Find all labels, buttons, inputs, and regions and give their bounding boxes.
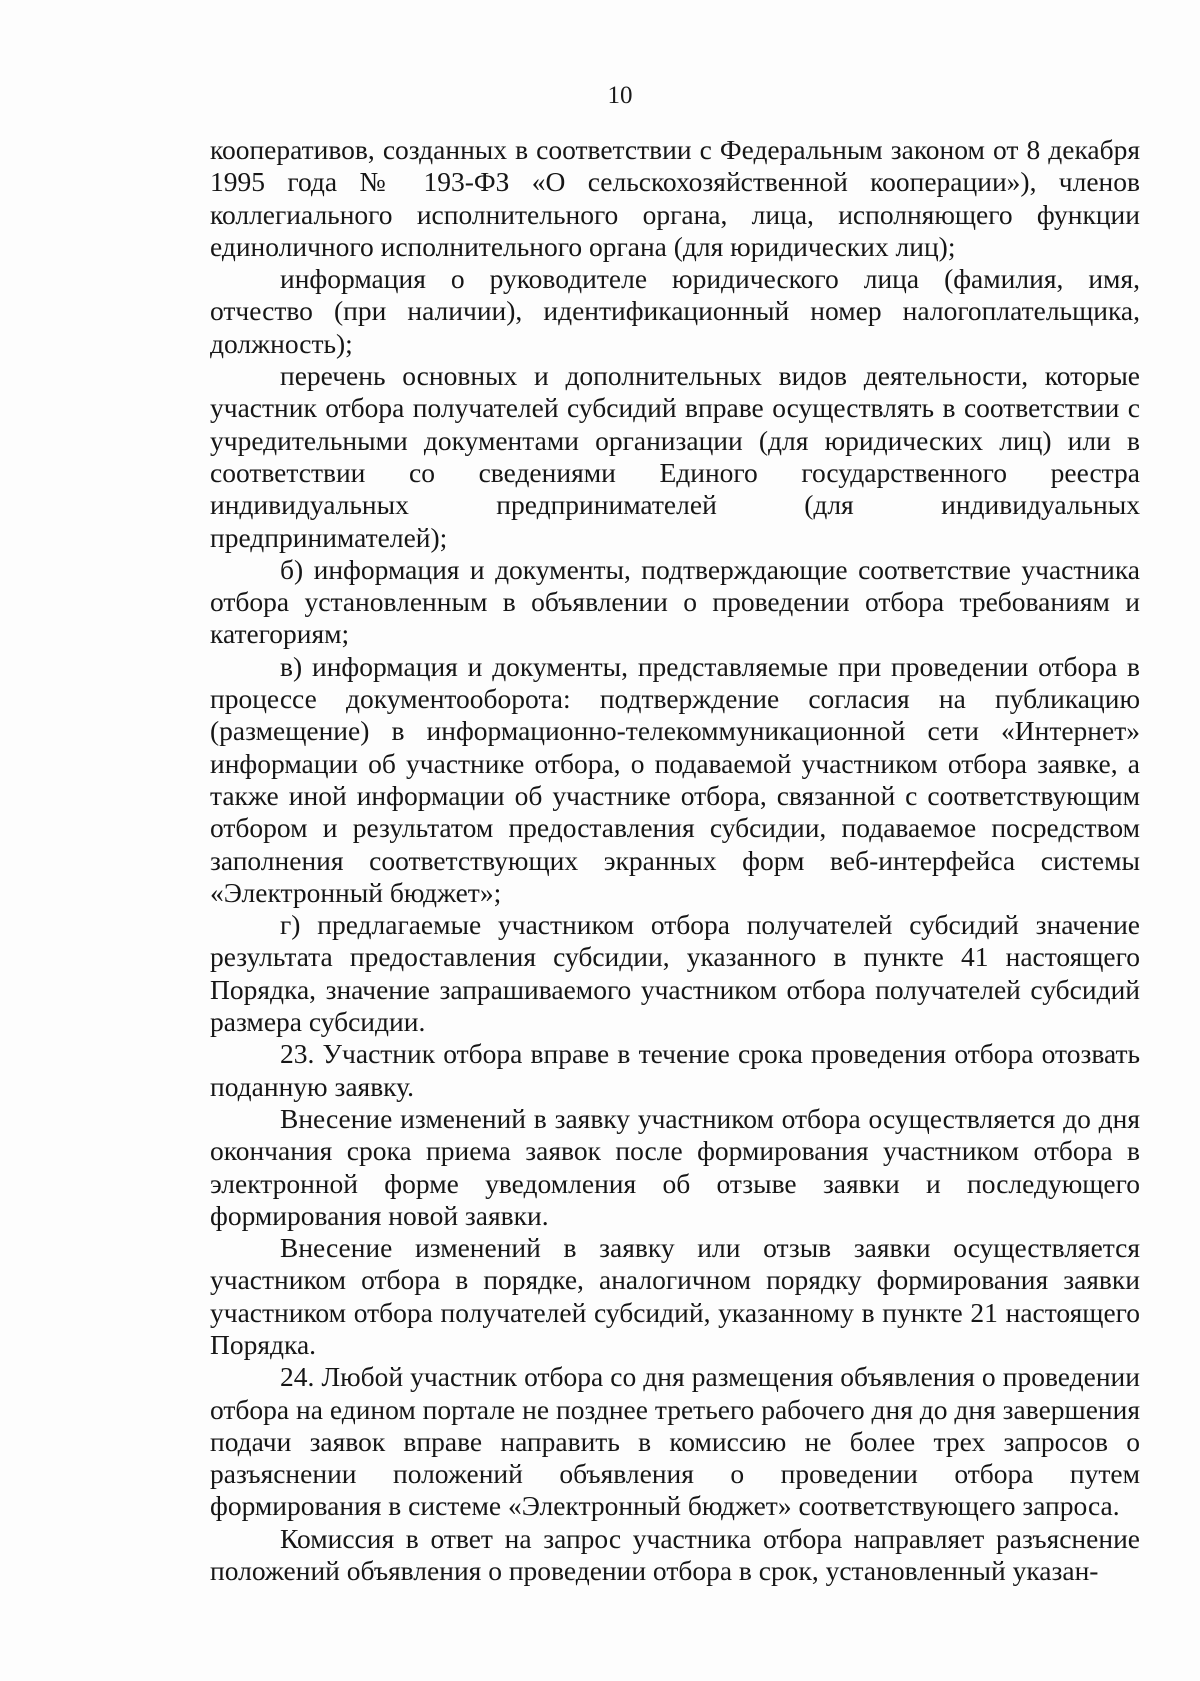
- paragraph-item-b: б) информация и документы, подтверждающие соответствие участника отбора установленным в объявлении о проведении отбора требованиям и категориям;: [210, 553, 1140, 650]
- paragraph-item-v: в) информация и документы, представляемые при проведении отбора в процессе документооборота: подтверждение согласия на публикацию (размещение) в информационно-телекоммуникационной сети «Интернет» информации об участнике отбора, о подаваемой участником отбора заявке, а также иной информации об участнике отбора, связанной с соответствующим отбором и результатом предоставления субсидии, подаваемое посредством заполнения соответствующих экранных форм веб-интерфейса системы «Электронный бюджет»;: [210, 650, 1140, 908]
- paragraph-clause-24: 24. Любой участник отбора со дня размещения объявления о проведении отбора на едином портале не позднее третьего рабочего дня до дня завершения подачи заявок вправе направить в комиссию не более трех запросов о разъяснении положений объявления о проведении отбора путем формирования в системе «Электронный бюджет» соответствующего запроса.: [210, 1361, 1140, 1522]
- paragraph-commission-response: Комиссия в ответ на запрос участника отбора направляет разъяснение положений объявления о проведении отбора в срок, установленный указан-: [210, 1522, 1140, 1587]
- paragraph-director-info: информация о руководителе юридического лица (фамилия, имя, отчество (при наличии), идентификационный номер налогоплательщика, должность);: [210, 263, 1140, 359]
- paragraph-changes-before-deadline: Внесение изменений в заявку участником отбора осуществляется до дня окончания срока приема заявок после формирования участником отбора в электронной форме уведомления об отзыве заявки и последующего формирования новой заявки.: [210, 1102, 1140, 1231]
- paragraph-continuation: кооперативов, созданных в соответствии с Федеральным законом от 8 декабря 1995 года № 193-ФЗ «О сельскохозяйственной кооперации»), членов коллегиального исполнительного органа, лица, исполняющего функции единоличного исполнительного органа (для юридических лиц);: [210, 134, 1140, 262]
- paragraph-item-g: г) предлагаемые участником отбора получателей субсидий значение результата предоставления субсидии, указанного в пункте 41 настоящего Порядка, значение запрашиваемого участником отбора получателей субсидий размера субсидии.: [210, 909, 1140, 1038]
- paragraph-clause-23: 23. Участник отбора вправе в течение срока проведения отбора отозвать поданную заявку.: [210, 1038, 1140, 1102]
- document-body: [210, 134, 1140, 1587]
- paragraph-activities-list: перечень основных и дополнительных видов деятельности, которые участник отбора получателей субсидий вправе осуществлять в соответствии с учредительными документами организации (для юридических лиц) или в соответствии со сведениями Единого государственного реестра индивидуальных предпринимателей (для индивидуальных предпринимателей);: [210, 360, 1140, 553]
- paragraph-changes-procedure: Внесение изменений в заявку или отзыв заявки осуществляется участником отбора в порядке, аналогичном порядку формирования заявки участником отбора получателей субсидий, указанному в пункте 21 настоящего Порядка.: [210, 1232, 1140, 1360]
- page-number: 10: [607, 82, 633, 109]
